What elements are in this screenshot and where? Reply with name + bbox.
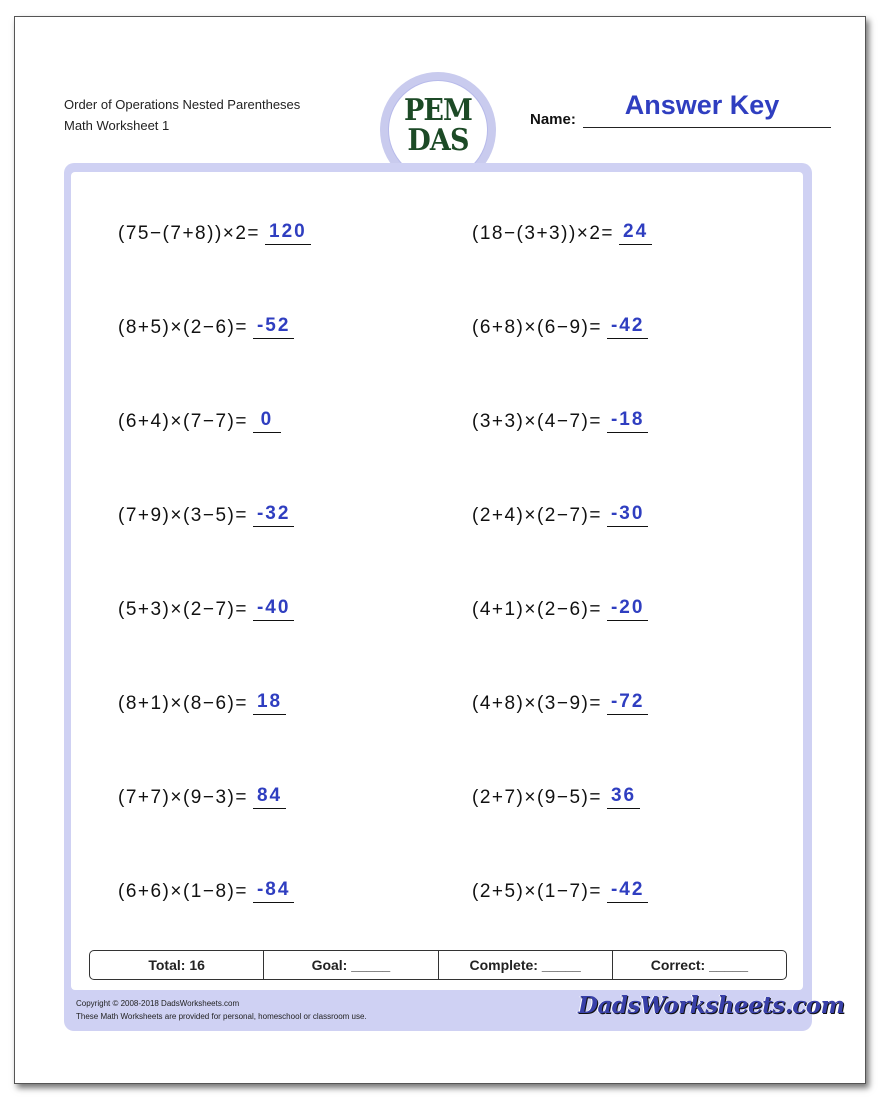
dadsworksheets-logo: DadsWorksheets.com [578, 992, 845, 1019]
problem-expression: (4+1)×(2−6)= [472, 599, 602, 620]
problem-item [118, 309, 294, 339]
pemdas-logo-text-bottom: DAS [407, 123, 469, 158]
problem-expression: (18−(3+3))×2= [472, 223, 615, 244]
answer-blank: -40 [253, 596, 294, 621]
problem-item [118, 591, 294, 621]
goal-cell: Goal: _____ [264, 951, 438, 979]
answer-blank: 18 [253, 690, 286, 715]
answer-blank: -42 [607, 314, 648, 339]
problem-expression: (2+5)×(1−7)= [472, 881, 602, 902]
problem-expression: (6+8)×(6−9)= [472, 317, 602, 338]
score-table [89, 950, 787, 980]
name-label: Name: [530, 111, 576, 128]
problem-item [118, 873, 294, 903]
complete-cell: Complete: _____ [439, 951, 613, 979]
problem-item [472, 873, 648, 903]
problem-item [472, 403, 648, 433]
answer-blank: 36 [607, 784, 640, 809]
problem-expression: (7+9)×(3−5)= [118, 505, 248, 526]
problems-area [71, 172, 803, 990]
problem-item [118, 403, 281, 433]
problem-expression: (75−(7+8))×2= [118, 223, 261, 244]
problem-expression: (3+3)×(4−7)= [472, 411, 602, 432]
problem-expression: (4+8)×(3−9)= [472, 693, 602, 714]
answer-blank: 24 [619, 220, 652, 245]
answer-blank: -72 [607, 690, 648, 715]
problem-item [118, 685, 286, 715]
problem-expression: (2+7)×(9−5)= [472, 787, 602, 808]
answer-key-label: Answer Key [624, 90, 780, 120]
name-line [583, 127, 831, 128]
problem-item [472, 215, 652, 245]
problem-expression: (6+4)×(7−7)= [118, 411, 248, 432]
problem-item [118, 497, 294, 527]
answer-blank: -18 [607, 408, 648, 433]
problem-item [472, 591, 648, 621]
worksheet-title: Order of Operations Nested Parentheses [64, 97, 301, 112]
answer-blank: -42 [607, 878, 648, 903]
correct-cell: Correct: _____ [650, 957, 749, 973]
copyright-text: Copyright © 2008-2018 DadsWorksheets.com [76, 999, 240, 1008]
problem-expression: (7+7)×(9−3)= [118, 787, 248, 808]
problem-expression: (5+3)×(2−7)= [118, 599, 248, 620]
problem-expression: (6+6)×(1−8)= [118, 881, 248, 902]
answer-blank: -52 [253, 314, 294, 339]
answer-blank: -20 [607, 596, 648, 621]
answer-blank: -30 [607, 502, 648, 527]
usage-notice: These Math Worksheets are provided for personal, homeschool or classroom use. [76, 1012, 367, 1021]
answer-blank: 0 [253, 408, 281, 433]
answer-blank: 84 [253, 784, 286, 809]
worksheet-subtitle: Math Worksheet 1 [64, 118, 170, 133]
problem-item [472, 779, 640, 809]
total-cell: Total: 16 [90, 951, 264, 979]
answer-blank: -84 [253, 878, 294, 903]
problem-item [472, 309, 648, 339]
answer-blank: 120 [265, 220, 311, 245]
answer-blank: -32 [253, 502, 294, 527]
problem-expression: (8+5)×(2−6)= [118, 317, 248, 338]
problem-item [472, 685, 648, 715]
pemdas-logo-text-top: PEM [403, 93, 473, 128]
problem-expression: (8+1)×(8−6)= [118, 693, 248, 714]
problem-item [118, 215, 311, 245]
problem-item [472, 497, 648, 527]
problem-item [118, 779, 286, 809]
problem-expression: (2+4)×(2−7)= [472, 505, 602, 526]
